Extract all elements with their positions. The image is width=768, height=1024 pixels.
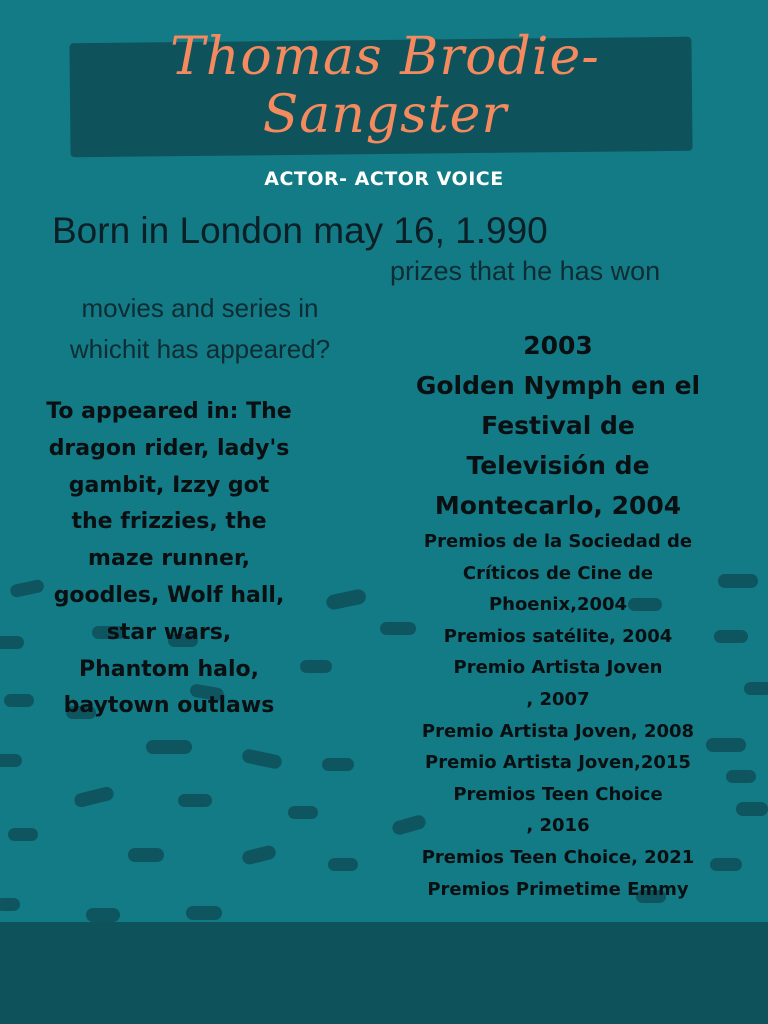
page-title-line-2: Sangster <box>262 85 508 145</box>
movies-line: goodles, Wolf hall, <box>53 582 285 608</box>
movies-list <box>14 394 324 725</box>
prize-line: Premios Teen Choice, 2021 <box>421 846 695 868</box>
movies-line: gambit, Izzy got <box>68 472 270 498</box>
movies-line: To appeared in: The <box>46 399 292 424</box>
prize-line: Festival de <box>481 411 635 440</box>
prizes-heading: prizes that he has won <box>390 256 661 286</box>
movies-heading <box>20 288 380 370</box>
movies-line: star wars, <box>106 619 232 645</box>
prize-line: Premios satélite, 2004 <box>443 625 673 647</box>
movies-line: baytown outlaws <box>63 693 275 719</box>
prize-line: Premio Artista Joven,2015 <box>425 752 691 774</box>
prize-line: Montecarlo, 2004 <box>434 491 682 520</box>
subtitle: ACTOR- ACTOR VOICE <box>264 168 504 190</box>
movies-heading-line: whichit has appeared? <box>69 334 331 364</box>
prize-line: , 2007 <box>526 688 590 710</box>
prize-line: Premios Primetime Emmy <box>427 878 689 900</box>
prize-line: Premios de la Sociedad de <box>423 531 693 552</box>
prize-line: Phoenix,2004 <box>488 594 628 616</box>
prize-line: Críticos de Cine de <box>462 562 654 584</box>
prize-line: Premio Artista Joven, 2008 <box>421 720 695 742</box>
bottom-band <box>0 922 768 1024</box>
prize-line: Premio Artista Joven <box>453 657 663 679</box>
prize-line: 2003 <box>523 331 593 360</box>
movies-line: maze runner, <box>88 546 250 572</box>
movies-line: the frizzies, the <box>71 509 267 535</box>
movies-heading-line: movies and series in <box>81 293 319 323</box>
prize-line: Golden Nymph en el <box>415 371 701 400</box>
movies-line: dragon rider, lady's <box>48 435 290 461</box>
prize-line: , 2016 <box>526 815 590 837</box>
prize-line: Televisión de <box>466 451 650 480</box>
movies-line: Phantom halo, <box>78 656 260 682</box>
prize-line: Premios Teen Choice <box>453 783 663 805</box>
prizes-list <box>378 326 738 905</box>
page-title-line-1: Thomas Brodie- <box>170 27 600 87</box>
birth-info: Born in London may 16, 1.990 <box>52 210 548 251</box>
